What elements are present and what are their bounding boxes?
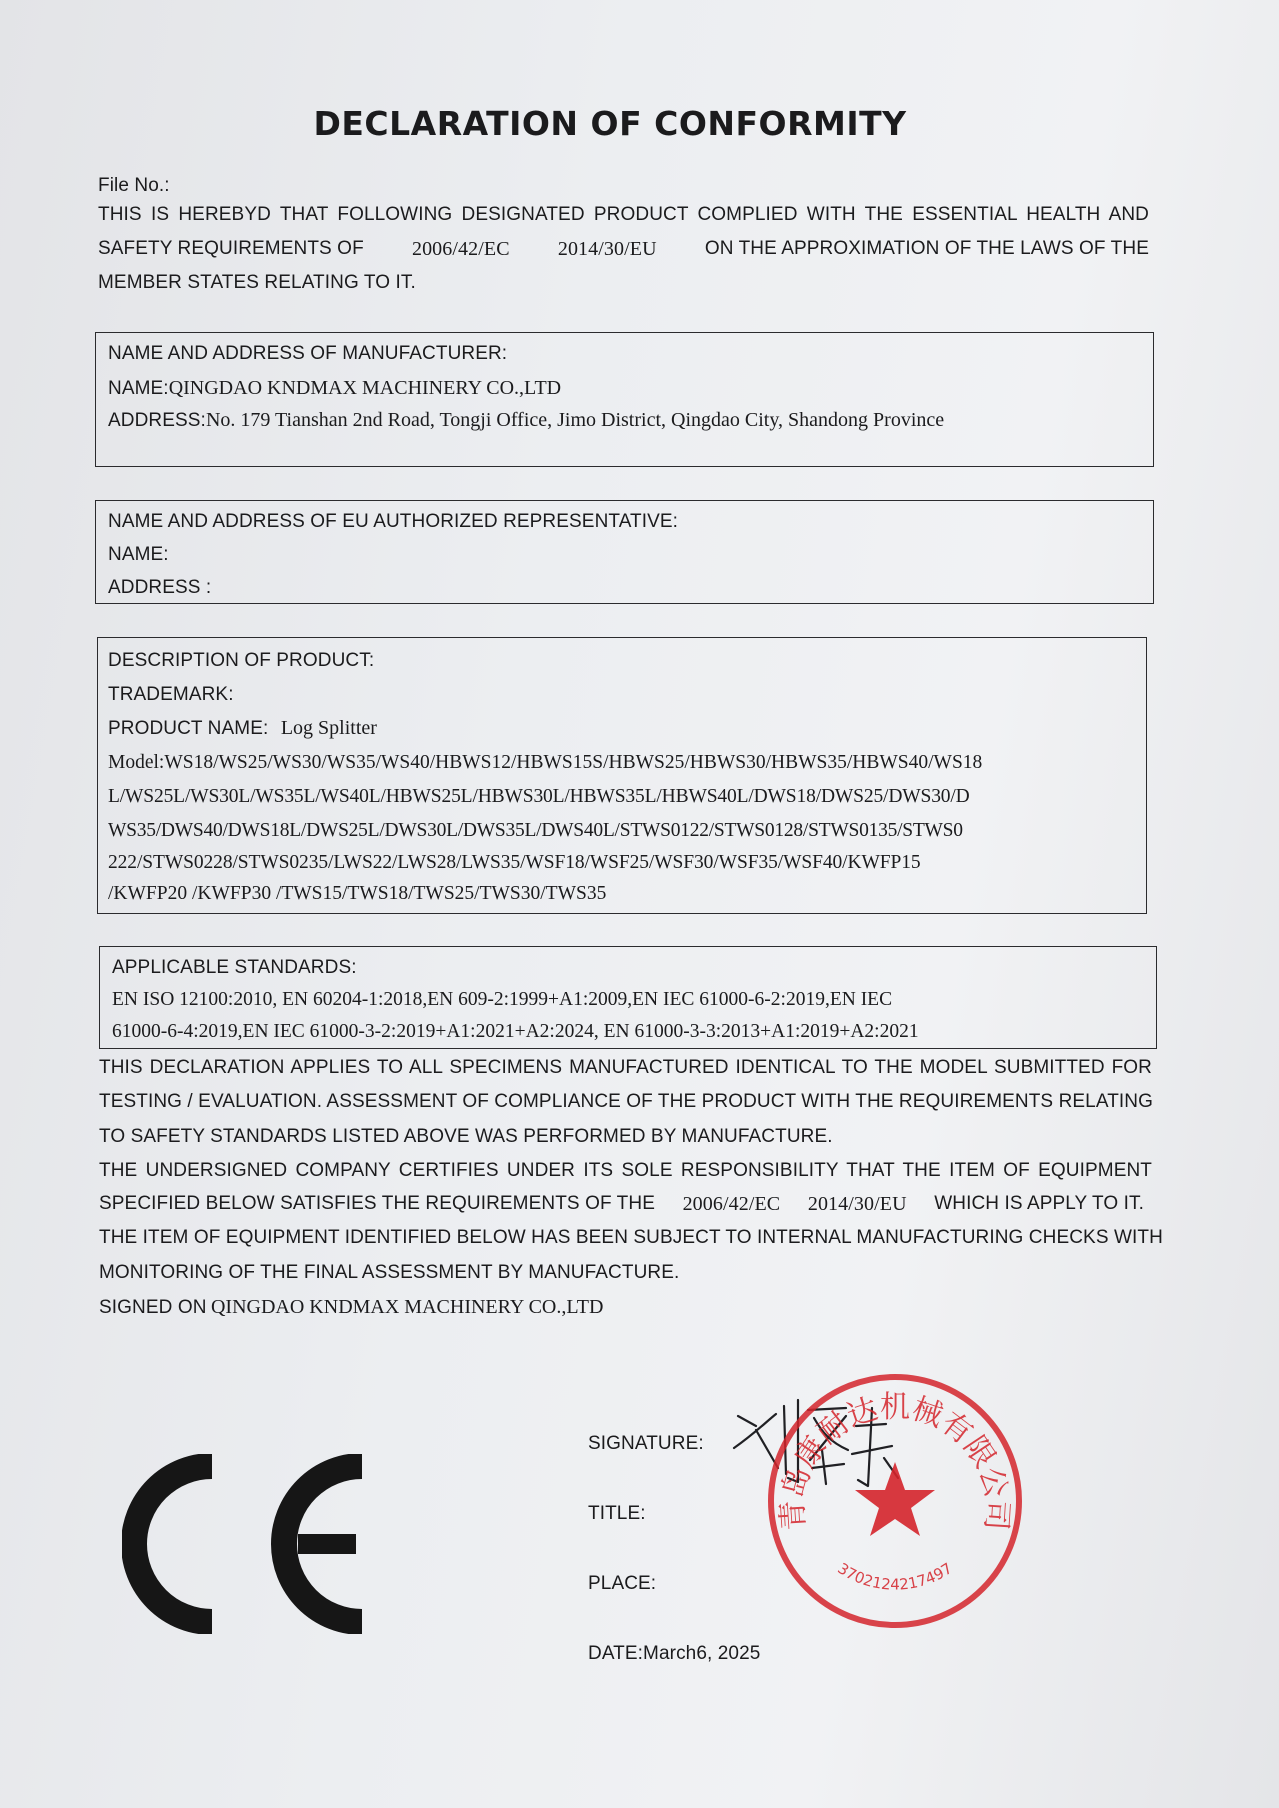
declaration-directive-machinery: 2006/42/EC (682, 1193, 781, 1215)
product-description-box (97, 637, 1147, 914)
stamp-company-text: 青岛康耐达机械有限公司 (775, 1389, 1015, 1532)
title-label: TITLE: (588, 1503, 646, 1524)
model-line-1 (108, 752, 1136, 774)
declaration-line-2: TESTING / EVALUATION. ASSESSMENT OF COMPLIANCE OF THE PRODUCT WITH THE REQUIREMENTS RELATING (99, 1091, 1153, 1112)
model-text: Model:WS18/WS25/WS30/WS35/WS40/HBWS12/HBWS15S/HBWS25/HBWS30/HBWS35/HBWS40/WS18 (108, 752, 983, 773)
standards-line-2: 61000-6-4:2019,EN IEC 61000-3-2:2019+A1:2021+A2:2024, EN 61000-3-3:2013+A1:2019+A2:2021 (112, 1021, 919, 1042)
ce-mark-logo (122, 1454, 377, 1634)
place-label: PLACE: (588, 1573, 657, 1594)
declaration-line-3: TO SAFETY STANDARDS LISTED ABOVE WAS PERFORMED BY MANUFACTURE. (99, 1126, 833, 1147)
intro-line-2 (98, 238, 1149, 261)
intro-requirements-text: SAFETY REQUIREMENTS OF (98, 238, 364, 259)
manufacturer-address-label: ADDRESS: (108, 410, 206, 431)
manufacturer-name-label: NAME: (108, 378, 169, 399)
standards-box (99, 946, 1157, 1049)
eu-rep-name-label: NAME: (108, 544, 169, 565)
declaration-apply-text: WHICH IS APPLY TO IT. (934, 1193, 1144, 1214)
product-name-label: PRODUCT NAME: (108, 718, 269, 739)
stamp-code-text: 3702124217497 (834, 1559, 956, 1594)
eu-rep-address-label: ADDRESS : (108, 577, 212, 598)
manufacturer-heading: NAME AND ADDRESS OF MANUFACTURER: (108, 343, 508, 364)
manufacturer-address-value: No. 179 Tianshan 2nd Road, Tongji Office, Jimo District, Qingdao City, Shandong Province (205, 409, 945, 431)
directive-machinery: 2006/42/EC (411, 238, 510, 260)
intro-approximation-text: ON THE APPROXIMATION OF THE LAWS OF THE (704, 238, 1149, 259)
signed-on-company: QINGDAO KNDMAX MACHINERY CO.,LTD (210, 1296, 604, 1318)
company-seal-stamp (764, 1370, 1026, 1632)
date-label: DATE:March6, 2025 (588, 1643, 761, 1664)
file-number-label: File No.: (98, 175, 170, 196)
model-line-5: /KWFP20 /KWFP30 /TWS15/TWS18/TWS25/TWS30/TWS35 (108, 883, 607, 904)
intro-line-1: THIS IS HEREBYD THAT FOLLOWING DESIGNATED PRODUCT COMPLIED WITH THE ESSENTIAL HEALTH AND (98, 204, 1149, 225)
eu-rep-heading: NAME AND ADDRESS OF EU AUTHORIZED REPRESENTATIVE: (108, 511, 679, 532)
document-title: DECLARATION OF CONFORMITY (313, 104, 907, 143)
intro-line-3: MEMBER STATES RELATING TO IT. (98, 272, 416, 293)
declaration-line-1: THIS DECLARATION APPLIES TO ALL SPECIMENS MANUFACTURED IDENTICAL TO THE MODEL SUBMITTED FOR (99, 1057, 1152, 1078)
model-line-4: 222/STWS0228/STWS0235/LWS22/LWS28/LWS35/WSF18/WSF25/WSF30/WSF35/WSF40/KWFP15 (108, 852, 921, 873)
standards-line-1: EN ISO 12100:2010, EN 60204-1:2018,EN 609-2:1999+A1:2009,EN IEC 61000-6-2:2019,EN IEC (112, 989, 893, 1010)
declaration-directive-emc: 2014/30/EU (807, 1193, 907, 1215)
svg-text:3702124217497 (834, 1559, 955, 1593)
declaration-requirements-text: SPECIFIED BELOW SATISFIES THE REQUIREMENTS OF THE (99, 1193, 655, 1214)
declaration-line-5 (99, 1193, 1144, 1216)
manufacturer-box (95, 332, 1154, 467)
model-line-3: WS35/DWS40/DWS18L/DWS25L/DWS30L/DWS35L/DWS40L/STWS0122/STWS0128/STWS0135/STWS0 (108, 820, 963, 841)
stamp-star-icon (855, 1462, 935, 1536)
signed-on-label: SIGNED ON (99, 1297, 207, 1318)
manufacturer-name-row (108, 377, 561, 400)
manufacturer-name-value: QINGDAO KNDMAX MACHINERY CO.,LTD (168, 377, 562, 399)
declaration-line-4: THE UNDERSIGNED COMPANY CERTIFIES UNDER ITS SOLE RESPONSIBILITY THAT THE ITEM OF EQUIPMENT (99, 1160, 1152, 1181)
product-heading: DESCRIPTION OF PRODUCT: (108, 650, 375, 671)
product-name-value: Log Splitter (280, 717, 377, 739)
manufacturer-address-row (108, 409, 944, 432)
signature-label: SIGNATURE: (588, 1433, 704, 1454)
product-name-row (108, 717, 377, 740)
standards-heading: APPLICABLE STANDARDS: (112, 957, 357, 978)
declaration-line-6: THE ITEM OF EQUIPMENT IDENTIFIED BELOW HAS BEEN SUBJECT TO INTERNAL MANUFACTURING CHECKS WITH (99, 1227, 1163, 1248)
trademark-label: TRADEMARK: (108, 684, 234, 705)
model-line-2: L/WS25L/WS30L/WS35L/WS40L/HBWS25L/HBWS30L/HBWS35L/HBWS40L/DWS18/DWS25/DWS30/D (108, 786, 970, 807)
directive-emc: 2014/30/EU (557, 238, 657, 260)
eu-representative-box (95, 500, 1154, 604)
signed-on-row (99, 1296, 603, 1319)
declaration-line-7: MONITORING OF THE FINAL ASSESSMENT BY MANUFACTURE. (99, 1262, 680, 1283)
